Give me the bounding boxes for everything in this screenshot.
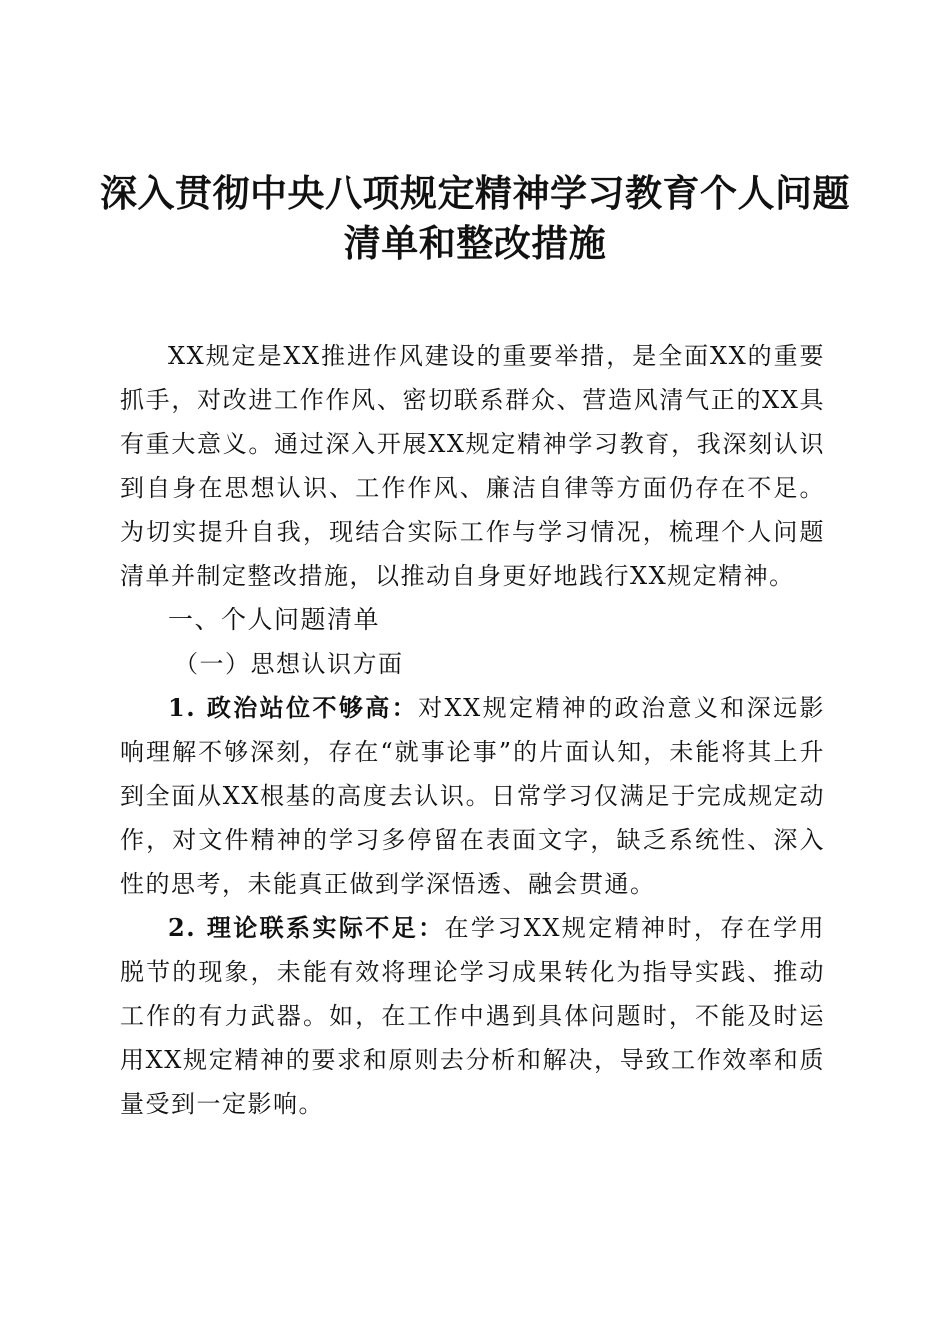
title-line-2: 清单和整改措施 xyxy=(343,221,607,265)
issue-item-1-label: 1. 政治站位不够高： xyxy=(168,693,419,722)
issue-item-2-label: 2. 理论联系实际不足： xyxy=(168,913,445,942)
document-body xyxy=(120,334,825,1126)
subsection-heading: （一）思想认识方面 xyxy=(174,650,404,678)
issue-item-2-text: 在学习XX规定精神时，存在学用脱节的现象，未能有效将理论学习成果转化为指导实践、推动工作的有力武器。如，在工作中遇到具体问题时，不能及时运用XX规定精神的要求和原则去分析和解决，导致工作效率和质量受到一定影响。 xyxy=(120,914,825,1118)
intro-paragraph: XX规定是XX推进作风建设的重要举措，是全面XX的重要抓手，对改进工作作风、密切联系群众、营造风清气正的XX具有重大意义。通过深入开展XX规定精神学习教育，我深刻认识到自身在思想认识、工作作风、廉洁自律等方面仍存在不足。为切实提升自我，现结合实际工作与学习情况，梳理个人问题清单并制定整改措施，以推动自身更好地践行XX规定精神。 xyxy=(120,342,825,590)
issue-item-2 xyxy=(120,906,825,1126)
issue-item-1 xyxy=(120,686,825,906)
issue-item-1-text: 对XX规定精神的政治意义和深远影响理解不够深刻，存在“就事论事”的片面认知，未能将其上升到全面从XX根基的高度去认识。日常学习仅满足于完成规定动作，对文件精神的学习多停留在表面文字，缺乏系统性、深入性的思考，未能真正做到学深悟透、融会贯通。 xyxy=(120,694,825,898)
document-title xyxy=(100,168,850,268)
title-line-1: 深入贯彻中央八项规定精神学习教育个人问题 xyxy=(100,171,850,215)
section-heading: 一、个人问题清单 xyxy=(168,605,381,634)
